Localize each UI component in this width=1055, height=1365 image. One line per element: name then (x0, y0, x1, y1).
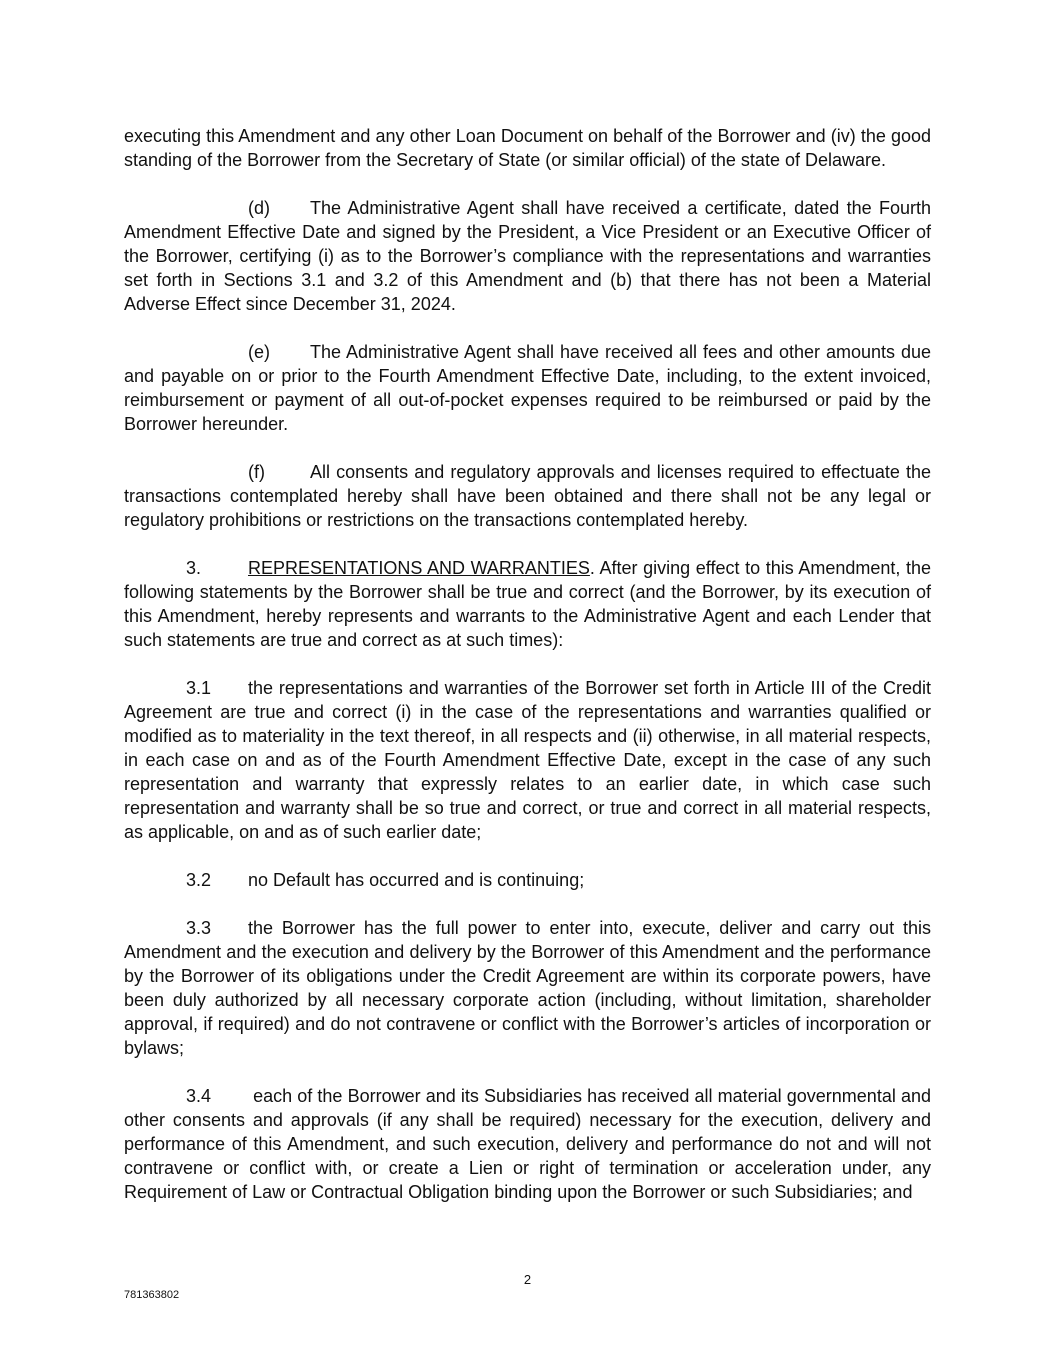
paragraph-f (124, 460, 931, 532)
document-body (124, 124, 931, 1228)
paragraph-number: (d) (248, 198, 270, 218)
paragraph-text: the representations and warranties of the Borrower set forth in Article III of the Credit Agreement are true and correct (i) in the case of the representations and warranties qualified or modified as to materiality in the text thereof, in all respects and (ii) otherwise, in all material respects, in each case on and as of the Fourth Amendment Effective Date, except in the case of any such representation and warranty that expressly relates to an earlier date, in which case such representation and warranty shall be so true and correct, or true and correct in all material respects, as applicable, on and as of such earlier date; (124, 678, 931, 842)
paragraph-text: The Administrative Agent shall have received a certificate, dated the Fourth Amendment Effective Date and signed by the President, a Vice President or an Executive Officer of the Borrower, certifying (i) as to the Borrower’s compliance with the representations and warranties set forth in Sections 3.1 and 3.2 of this Amendment and (b) that there has not been a Material Adverse Effect since December 31, 2024. (124, 198, 931, 314)
paragraph-e (124, 340, 931, 436)
paragraph-continuation (124, 124, 931, 172)
paragraph-3-1 (124, 676, 931, 844)
paragraph-text: . After giving effect to this Amendment, the following statements by the Borrower shall be true and correct (and the Borrower, by its execution of this Amendment, hereby represents and warrants to the Administrative Agent and each Lender that such statements are true and correct as at such times): (124, 558, 931, 650)
page-number: 2 (523, 1272, 532, 1287)
paragraph-text: no Default has occurred and is continuing; (248, 870, 585, 890)
paragraph-3-3 (124, 916, 931, 1060)
paragraph-3-2 (124, 868, 931, 892)
paragraph-text: The Administrative Agent shall have received all fees and other amounts due and payable on or prior to the Fourth Amendment Effective Date, including, to the extent invoiced, reimbursement or payment of all out-of-pocket expenses required to be reimbursed or paid by the Borrower hereunder. (124, 342, 931, 434)
paragraph-text: the Borrower has the full power to enter into, execute, deliver and carry out this Amendment and the execution and delivery by the Borrower of this Amendment and the performance by the Borrower of its obligations under the Credit Agreement are within its corporate powers, have been duly authorized by all necessary corporate action (including, without limitation, shareholder approval, if required) and do not contravene or conflict with the Borrower’s articles of incorporation or bylaws; (124, 918, 931, 1058)
paragraph-number: (e) (248, 342, 270, 362)
paragraph-text: executing this Amendment and any other Loan Document on behalf of the Borrower and (iv) the good standing of the Borrower from the Secretary of State (or similar official) of the state of Delaware. (124, 126, 931, 170)
paragraph-number: 3.1 (186, 678, 212, 698)
paragraph-text: All consents and regulatory approvals and licenses required to effectuate the transactions contemplated hereby shall have been obtained and there shall not be any legal or regulatory prohibitions or restrictions on the transactions contemplated hereby. (124, 462, 931, 530)
paragraph-number: (f) (248, 462, 265, 482)
section-number: 3. (186, 558, 202, 578)
document-id: 781363802 (124, 1289, 180, 1301)
paragraph-3-4 (124, 1084, 931, 1204)
paragraph-d (124, 196, 931, 316)
paragraph-number: 3.2 (186, 870, 212, 890)
section-3-representations (124, 556, 931, 652)
paragraph-number: 3.4 (186, 1086, 212, 1106)
paragraph-number: 3.3 (186, 918, 212, 938)
paragraph-text: each of the Borrower and its Subsidiaries has received all material governmental and other consents and approvals (if any shall be required) necessary for the execution, delivery and performance of this Amendment, and such execution, delivery and performance do not and will not contravene or conflict with, or create a Lien or right of termination or acceleration under, any Requirement of Law or Contractual Obligation binding upon the Borrower or such Subsidiaries; and (124, 1086, 931, 1202)
section-heading: REPRESENTATIONS AND WARRANTIES (248, 558, 590, 578)
